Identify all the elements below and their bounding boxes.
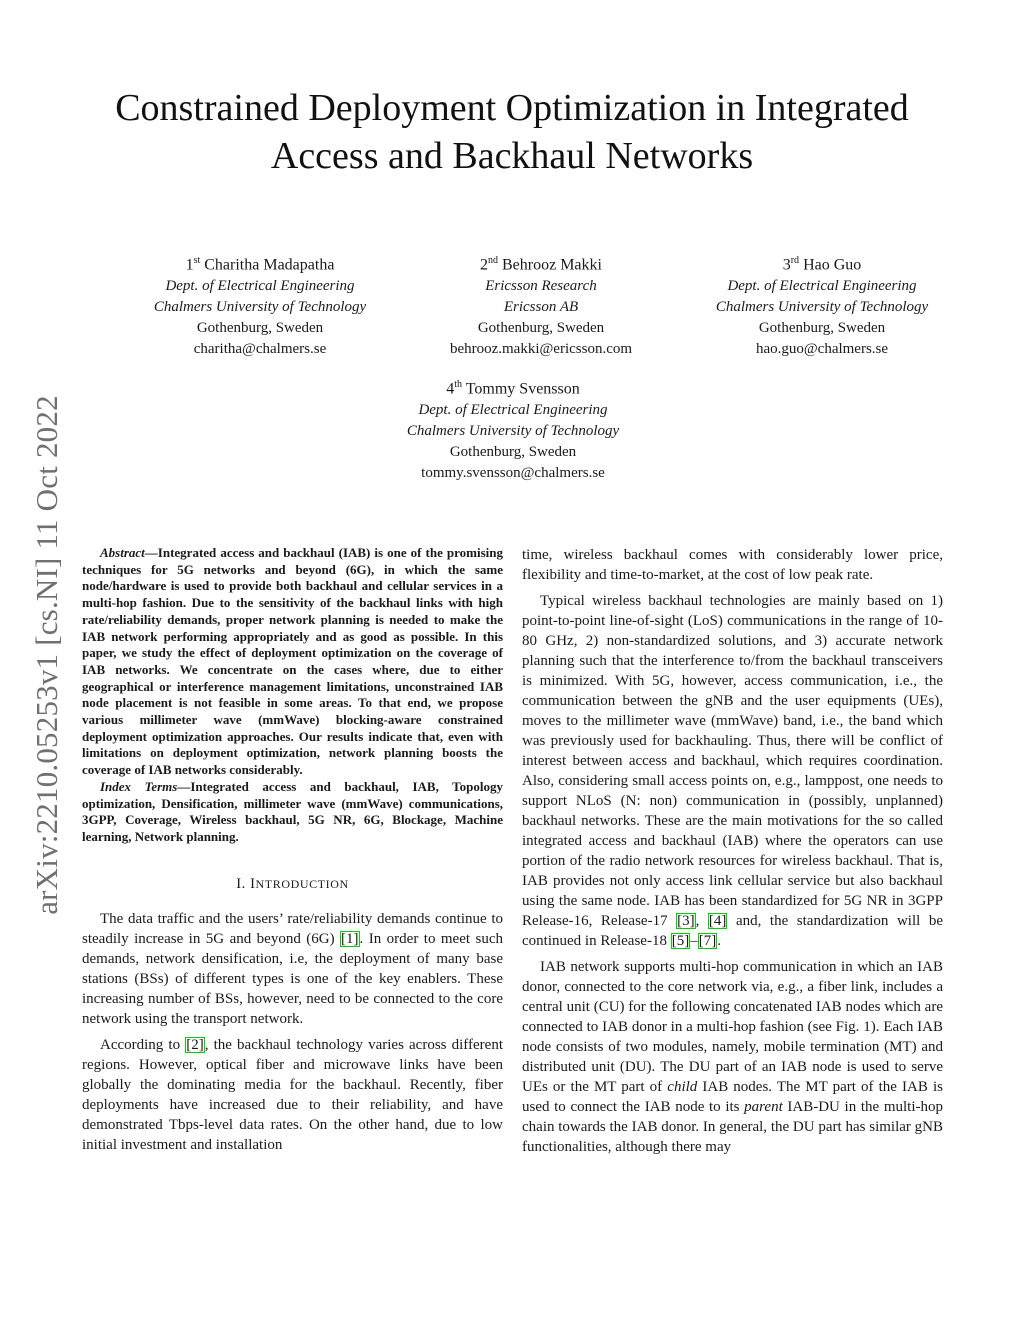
title-line-2: Access and Backhaul Networks <box>270 135 754 177</box>
abstract <box>82 545 503 779</box>
citation-link[interactable]: [2] <box>186 1036 204 1053</box>
citation-link[interactable]: [3] <box>677 913 695 929</box>
author-email: charitha@chalmers.se <box>193 341 327 358</box>
author-city: Gothenburg, Sweden <box>477 320 605 337</box>
index-terms <box>82 779 503 846</box>
author-email: hao.guo@chalmers.se <box>755 341 889 358</box>
author-organization: Chalmers University of Technology <box>406 423 620 440</box>
citation-link[interactable]: [1] <box>341 930 359 947</box>
intro-paragraph-2: According to [2], the backhaul technology varies across different regions. However, optical fiber and microwave links have been globally the dominating media for the backhaul. Recently, fiber deployments have increased due to their reliability, and have demonstrated Tbps-level data rates. On the other hand, due to low initial investment and installation <box>82 1036 503 1153</box>
paper-title <box>60 84 964 180</box>
intro-paragraph-2-continued: time, wireless backhaul comes with considerably lower price, flexibility and time-to-market, at the cost of low peak rate. <box>522 547 943 583</box>
title-line-1: Constrained Deployment Optimization in Integrated <box>115 87 909 129</box>
citation-link[interactable]: [7] <box>698 933 717 949</box>
author-name: 4th Tommy Svensson <box>446 379 580 398</box>
author-organization: Ericsson AB <box>503 299 579 316</box>
author-department: Dept. of Electrical Engineering <box>165 278 355 295</box>
abstract-label: Abstract <box>100 545 145 560</box>
abstract-text: —Integrated access and backhaul (IAB) is one of the promising techniques for 5G networks and beyond (6G), in which the same node/hardware is used to provide both backhaul and cellular services in a multi-hop fashion. Due to the sensitivity of the backhaul links with high rate/reliability demands, proper network planning is needed to make the IAB network performing appropriately and as good as possible. In this paper, we study the effect of deployment optimization on the coverage of IAB networks. We concentrate on the cases where, due to either geographical or interference management limitations, unconstrained IAB node placement is not feasible in some areas. To that end, we propose various millimeter wave (mmWave) blocking-aware constrained deployment optimization approaches. Our results indicate that, even with limitations on deployment optimization, network planning boosts the coverage of IAB networks considerably. <box>82 545 503 778</box>
intro-paragraph-1: The data traffic and the users’ rate/reliability demands continue to steadily increase in 5G and beyond (6G) [1]. In order to meet such demands, network densification, i.e, the deployment of many base stations (BSs) of different types is one of the key enablers. These increasing number of BSs, however, need to be connected to the core network using the transport network. <box>82 910 503 1027</box>
citation-link[interactable]: [5] <box>671 933 690 949</box>
index-terms-text: —Integrated access and backhaul, IAB, Topology optimization, Densification, millimeter wave (mmWave) communications, 3GPP, Coverage, Wireless backhaul, 5G NR, 6G, Blockage, Machine learning, Network planning. <box>82 778 503 844</box>
author-city: Gothenburg, Sweden <box>758 320 886 337</box>
arxiv-sidebar-stamp <box>27 368 67 942</box>
author-block-4 <box>372 374 654 484</box>
author-block-2 <box>400 250 682 360</box>
author-email: behrooz.makki@ericsson.com <box>449 341 633 358</box>
author-organization: Chalmers University of Technology <box>153 299 367 316</box>
author-department: Ericsson Research <box>485 278 597 295</box>
author-name: 1st Charitha Madapatha <box>185 255 335 274</box>
citation-link[interactable]: [4] <box>708 913 727 929</box>
author-name: 2nd Behrooz Makki <box>480 255 602 274</box>
author-city: Gothenburg, Sweden <box>196 320 324 337</box>
intro-paragraph-4: IAB network supports multi-hop communication in which an IAB donor, connected to the core network via, e.g., a fiber link, includes a central unit (CU) for the following concatenated IAB nodes which are connected to IAB donor in a multi-hop fashion (see Fig. 1). Each IAB node consists of two modules, namely, mobile termination (MT) and distributed unit (DU). The DU part of an IAB node is used to serve UEs or the MT part of child IAB nodes. The MT part of the IAB is used to connect the IAB node to its parent IAB-DU in the multi-hop chain towards the IAB donor. In general, the DU part has similar gNB functionalities, although there may <box>522 959 943 1155</box>
author-block-3 <box>682 250 962 360</box>
left-column <box>82 545 503 1155</box>
intro-paragraph-3: Typical wireless backhaul technologies are mainly based on 1) point-to-point line-of-sight (LoS) communications in the range of 10-80 GHz, 2) non-standardized solutions, and 3) accurate network planning such that the interference to/from the backhaul transceivers is minimized. With 5G, however, access communication, i.e., the communication between the gNB and the user equipments (UEs), moves to the millimeter wave (mmWave) band, i.e., the band which was previously used for backhauling. Thus, there will be conflict of interest between access and backhaul, which requires coordination. Also, considering small access points on, e.g., lamppost, one needs to support NLoS (N: non) communication in (possibly, unplanned) backhaul networks. These are the main motivations for the so called integrated access and backhaul (IAB) where the operators can use portion of the radio network resources for wireless backhaul. That is, IAB provides not only access link cellular service but also backhaul using the same node. IAB has been standardized for 5G NR in 3GPP Release-16, Release-17 [3], [4] and, the standardization will be continued in Release-18 [5]–[7]. <box>522 593 944 949</box>
index-terms-label: Index Terms <box>100 778 178 794</box>
author-organization: Chalmers University of Technology <box>715 299 929 316</box>
author-name: 3rd Hao Guo <box>782 255 862 274</box>
author-department: Dept. of Electrical Engineering <box>418 402 608 419</box>
author-department: Dept. of Electrical Engineering <box>727 278 917 295</box>
author-city: Gothenburg, Sweden <box>449 444 577 461</box>
section-heading-introduction: I. INTRODUCTION <box>236 875 349 892</box>
arxiv-identifier: arXiv:2210.05253v1 [cs.NI] 11 Oct 2022 <box>29 395 64 915</box>
author-block-1 <box>120 250 400 360</box>
right-column <box>522 545 943 1157</box>
author-email: tommy.svensson@chalmers.se <box>421 465 605 482</box>
